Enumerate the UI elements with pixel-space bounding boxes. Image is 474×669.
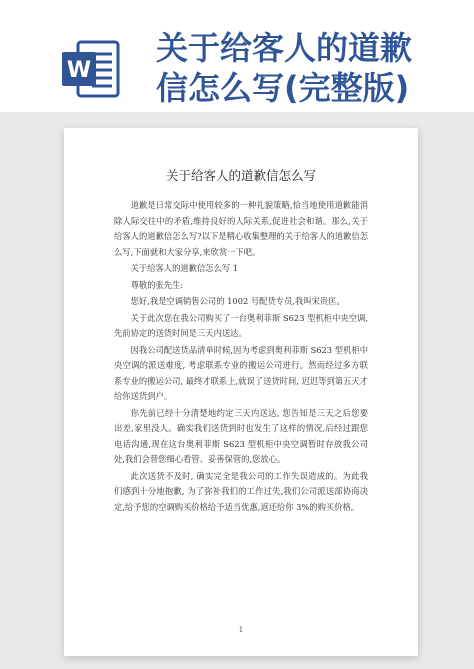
paragraph-intro: 道歉是日常交际中使用较多的一种礼貌策略,恰当地使用道歉能消除人际交往中的矛盾,维持良好的人际关系,促进社会和谐。那么,关于给客人的道歉信怎么写?以下是精心收集整理的关于给客人的道歉信怎么写,下面就和大家分享,来欣赏一下吧。 [114, 200, 368, 257]
document-title: 关于给客人的道歉信怎么写 [165, 168, 316, 183]
paragraph-storage: 你先前已经十分清楚地约定三天内送达, 您告知是三天之后您要出差,家里没人。确实我们送货到时也发生了这样的情况,后经过跟您电话沟通,现在这台奥利菲斯 S623 型机柜中央空调暂时存放我公司处,我们会替您细心看管、妥善保管的,您放心。 [114, 407, 368, 464]
page-number: 1 [238, 626, 244, 634]
preview-background [0, 112, 474, 669]
svg-text:W: W [66, 58, 92, 83]
paragraph-compensation: 此次送货不及时, 确实完全是我公司的工作失误造成的。为此我们感到十分地抱歉, 为了弥补我们的工作过失,我们公司派送部协商决定,给予您的空调购买价格给予适当优惠,返还给你 3%的购买价格。 [114, 470, 368, 512]
header-banner [0, 0, 474, 112]
document-page [64, 128, 418, 656]
paragraph-delay-reason: 因我公司配送货品清单时候,因为考虑到奥利菲斯 S623 型机柜中央空调的派送难度, 考虑联系专业的搬运公司进行。然而经过多方联系专业的搬运公司, 最终才联系上,就误了送货时间, 迟迟等到第五天才给你送货到户。 [114, 344, 368, 401]
paragraph-heading: 关于给客人的道歉信怎么写 1 [130, 263, 239, 273]
title-line-2: 信怎么写(完整版) [156, 69, 410, 107]
paragraph-salutation: 尊敬的张先生: [130, 279, 184, 290]
paragraph-greeting: 您好,我是空调销售公司的 1002 号配货专员,我叫宋贵匡。 [130, 296, 345, 306]
title-line-1: 关于给客人的道歉 [156, 29, 413, 67]
word-document-icon [60, 38, 122, 100]
page-title [156, 28, 456, 108]
paragraph-purchase: 关于此次您在我公司购买了一台奥利菲斯 S623 型机柜中央空调,先前协定的送货时间是三天内送达。 [114, 312, 368, 338]
